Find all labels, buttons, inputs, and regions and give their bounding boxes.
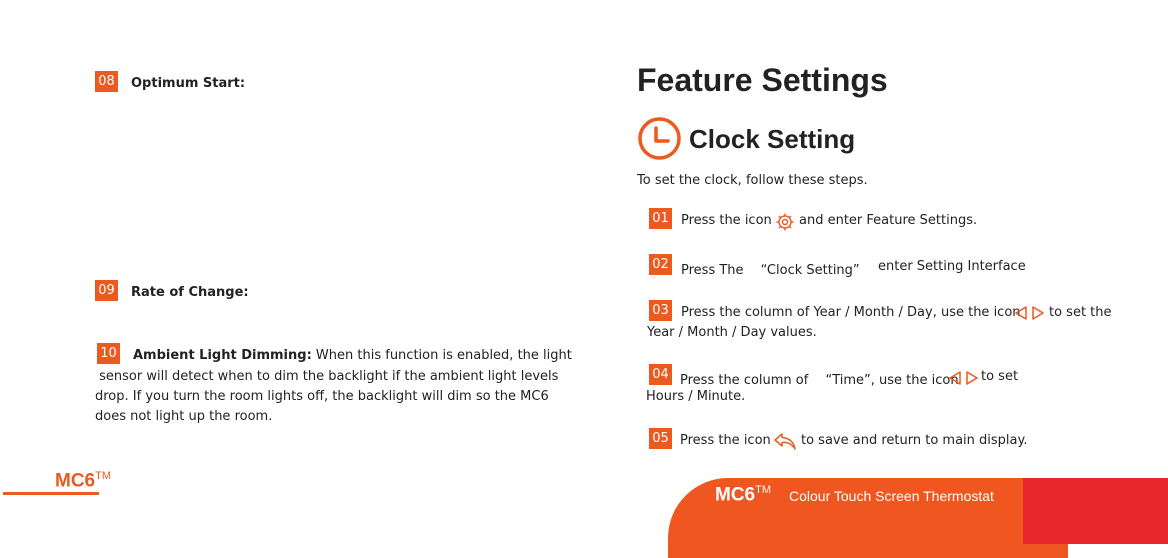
ambient-light-text: When this function is enabled, the light xyxy=(315,348,572,363)
right-footer-tm: TM xyxy=(755,484,772,496)
step-04-text-a: Press the column of “Time”, use the icon xyxy=(680,373,959,388)
ambient-light-line-1 xyxy=(133,348,572,363)
step-badge-02: 02 xyxy=(649,254,672,275)
ambient-light-line-3: drop. If you turn the room lights off, the backlight will dim so the MC6 xyxy=(95,389,549,404)
left-footer-brand xyxy=(55,470,111,492)
footer-red-block xyxy=(1023,478,1168,544)
step-badge-10: 10 xyxy=(97,343,120,364)
arrow-right-icon xyxy=(1031,305,1045,321)
optimum-start-heading: Optimum Start: xyxy=(131,76,246,91)
ambient-light-line-4: does not light up the room. xyxy=(95,409,273,424)
step-badge-05: 05 xyxy=(649,428,672,449)
arrow-right-icon xyxy=(965,370,979,386)
left-footer-rule xyxy=(3,492,99,495)
ambient-light-line-2: sensor will detect when to dim the backlight if the ambient light levels xyxy=(95,369,559,384)
arrow-left-icon xyxy=(1014,305,1028,321)
step-05-text-a: Press the icon xyxy=(680,433,771,448)
footer-product-name: Colour Touch Screen Thermostat xyxy=(789,488,994,504)
step-02-text-b: enter Setting Interface xyxy=(878,259,1026,274)
step-badge-01: 01 xyxy=(649,208,672,229)
right-footer-brand-text: MC6 xyxy=(715,484,756,506)
back-arrow-icon xyxy=(773,431,797,451)
step-03-text-b: to set the xyxy=(1049,305,1112,320)
step-03-text-a: Press the column of Year / Month / Day, use the icon xyxy=(681,305,1021,320)
step-05-text-b: to save and return to main display. xyxy=(801,433,1028,448)
clock-icon xyxy=(637,116,682,161)
step-badge-09: 09 xyxy=(95,280,118,301)
step-04-text-c: Hours / Minute. xyxy=(646,389,746,404)
left-footer-tm: TM xyxy=(95,470,112,482)
rate-of-change-heading: Rate of Change: xyxy=(131,285,249,300)
section-subtitle: Clock Setting xyxy=(689,124,856,154)
arrow-left-icon xyxy=(948,370,962,386)
page-title: Feature Settings xyxy=(637,62,888,98)
step-02-text-a: Press The “Clock Setting” xyxy=(681,263,860,278)
step-04-text-b: to set xyxy=(981,369,1019,384)
step-01-text-a: Press the icon xyxy=(681,213,772,228)
step-badge-04: 04 xyxy=(649,364,672,385)
step-03-text-c: Year / Month / Day values. xyxy=(647,325,817,340)
step-badge-08: 08 xyxy=(95,71,118,92)
ambient-light-heading: Ambient Light Dimming: xyxy=(133,348,312,363)
step-01-text-b: and enter Feature Settings. xyxy=(799,213,978,228)
left-footer-brand-text: MC6 xyxy=(55,470,96,492)
gear-icon xyxy=(775,212,795,232)
step-badge-03: 03 xyxy=(649,300,672,321)
right-footer-brand xyxy=(715,484,771,506)
intro-text: To set the clock, follow these steps. xyxy=(637,173,868,188)
